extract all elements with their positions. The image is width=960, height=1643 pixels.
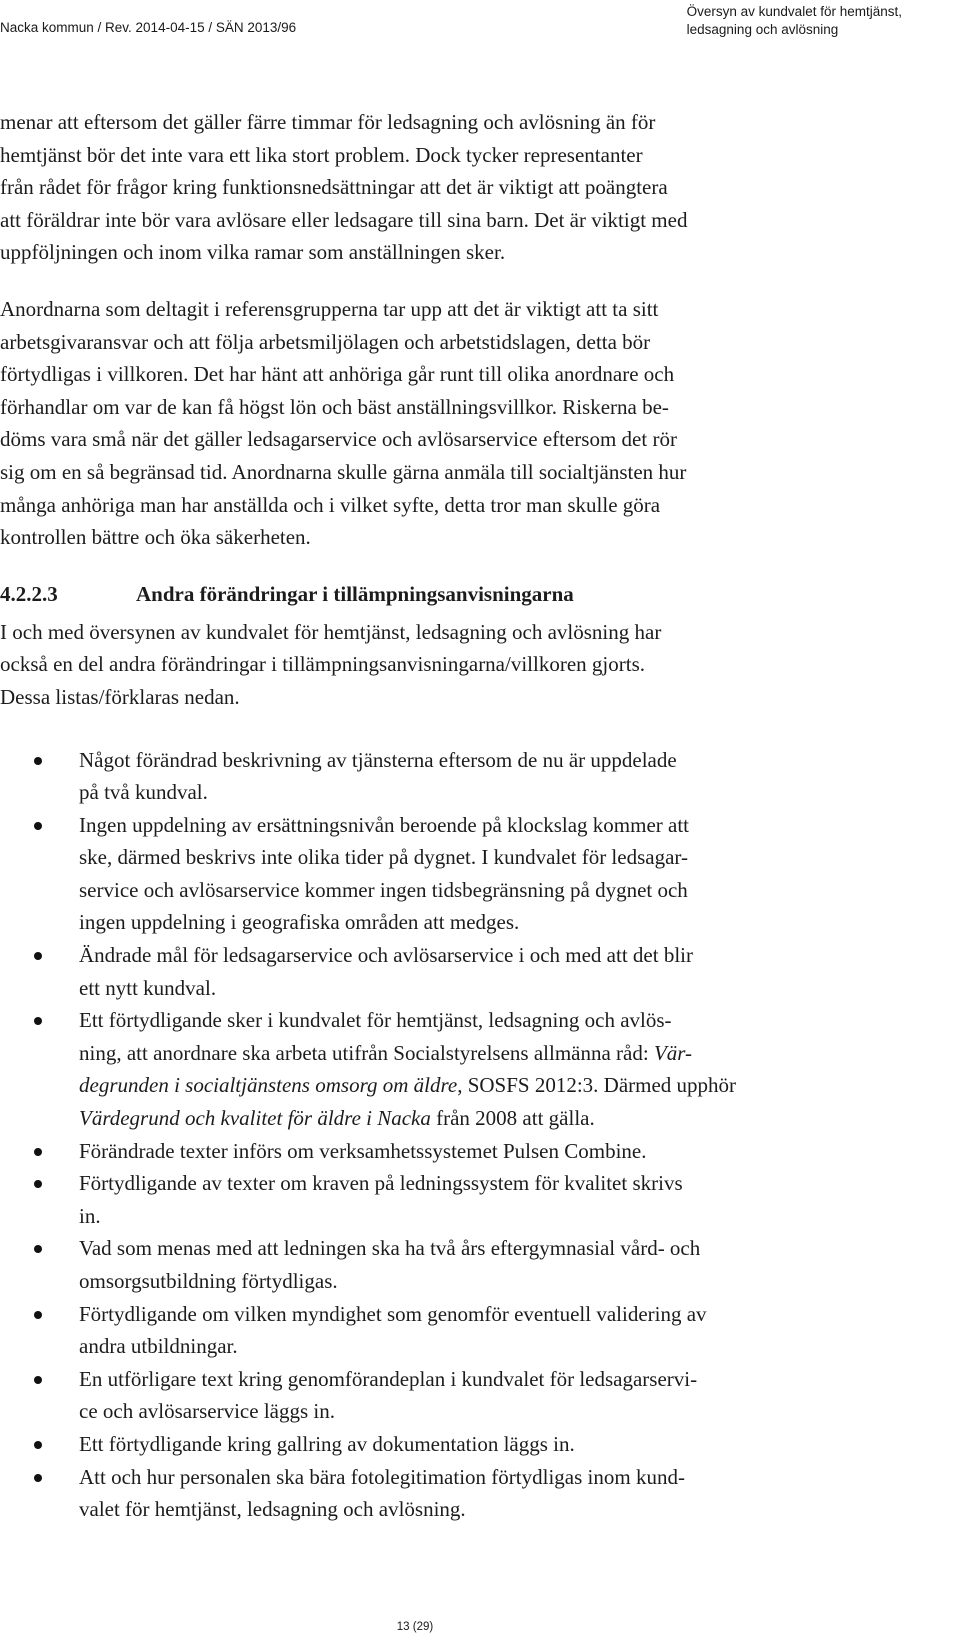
- header-title-line: Översyn av kundvalet för hemtjänst,: [686, 4, 902, 19]
- text-line: Förtydligande om vilken myndighet som genomför eventuell validering av: [79, 1301, 707, 1326]
- text-line: Ändrade mål för ledsagarservice och avlösarservice i och med att det blir: [79, 943, 693, 968]
- bullet-icon: [34, 1474, 42, 1482]
- text-line: många anhöriga man har anställda och i vilket syfte, detta tror man skulle göra: [0, 492, 661, 517]
- text-line: Något förändrad beskrivning av tjänsterna eftersom de nu är uppdelade: [79, 747, 677, 772]
- list-item: [0, 1298, 830, 1363]
- bullet-icon: [34, 822, 42, 830]
- list-item: [0, 1135, 830, 1168]
- text-line: valet för hemtjänst, ledsagning och avlösning.: [79, 1497, 466, 1522]
- list-item: [0, 744, 830, 809]
- document-title-reference: Vär-: [653, 1040, 693, 1065]
- list-item: [0, 1232, 830, 1297]
- text-run: ning, att anordnare ska arbeta utifrån Socialstyrelsens allmänna råd:: [79, 1040, 654, 1065]
- document-title-reference: degrunden i socialtjänstens omsorg om äldre: [79, 1073, 458, 1098]
- text-line: [79, 1037, 830, 1070]
- page-header: [0, 0, 960, 50]
- page-number: 13 (29): [396, 1621, 434, 1633]
- text-run: från 2008 att gälla.: [430, 1106, 595, 1131]
- text-line: andra utbildningar.: [79, 1334, 238, 1359]
- text-line: också en del andra förändringar i tillämpningsanvisningarna/villkoren gjorts.: [0, 652, 645, 677]
- intro-paragraph: [0, 616, 830, 714]
- header-title-line: ledsagning och avlösning: [686, 22, 839, 37]
- header-document-reference: Nacka kommun / Rev. 2014-04-15 / SÄN 2013/96: [0, 20, 297, 35]
- text-line: omsorgsutbildning förtydligas.: [79, 1269, 338, 1293]
- text-line: En utförligare text kring genomförandeplan i kundvalet för ledsagarservi-: [79, 1366, 698, 1391]
- text-line: kontrollen bättre och öka säkerheten.: [0, 525, 311, 550]
- text-line: Ett förtydligande sker i kundvalet för hemtjänst, ledsagning och avlös-: [79, 1008, 672, 1033]
- bullet-icon: [34, 1180, 42, 1188]
- bullet-icon: [34, 952, 42, 960]
- bullet-icon: [34, 1441, 42, 1449]
- text-line: [79, 1102, 830, 1135]
- text-line: service och avlösarservice kommer ingen tidsbegränsning på dygnet och: [79, 877, 688, 902]
- text-line: uppföljningen och inom vilka ramar som anställningen sker.: [0, 240, 506, 265]
- text-line: sig om en så begränsad tid. Anordnarna skulle gärna anmäla till socialtjänsten hur: [0, 459, 687, 484]
- text-line: Dessa listas/förklaras nedan.: [0, 684, 240, 709]
- header-document-title: [687, 3, 902, 39]
- paragraph: [0, 106, 830, 269]
- text-line: [79, 1069, 830, 1102]
- section-heading: [0, 578, 830, 610]
- text-line: förhandlar om var de kan få högst lön och bäst anställningsvillkor. Riskerna be-: [0, 394, 669, 419]
- changes-list: [0, 744, 830, 1526]
- text-line: menar att eftersom det gäller färre timmar för ledsagning och avlösning än för: [0, 110, 656, 134]
- text-line: ingen uppdelning i geografiska områden att medges.: [79, 910, 520, 935]
- bullet-icon: [34, 1311, 42, 1319]
- text-line: Ett förtydligande kring gallring av dokumentation läggs in.: [79, 1431, 575, 1456]
- text-line: Anordnarna som deltagit i referensgrupperna tar upp att det är viktigt att ta sitt: [0, 296, 659, 321]
- list-item: [0, 809, 830, 939]
- text-line: på två kundval.: [79, 780, 208, 805]
- text-line: I och med översynen av kundvalet för hemtjänst, ledsagning och avlösning har: [0, 619, 662, 644]
- list-item: [0, 1461, 830, 1526]
- text-line: döms vara små när det gäller ledsagarservice och avlösarservice eftersom det rör: [0, 427, 677, 452]
- text-line: Förändrade texter införs om verksamhetssystemet Pulsen Combine.: [79, 1138, 647, 1163]
- text-line: ske, därmed beskrivs inte olika tider på dygnet. I kundvalet för ledsagar-: [79, 845, 688, 870]
- section-number: 4.2.2.3: [0, 581, 58, 606]
- text-line: att föräldrar inte bör vara avlösare eller ledsagare till sina barn. Det är viktigt med: [0, 207, 688, 232]
- bullet-icon: [34, 757, 42, 765]
- bullet-icon: [34, 1376, 42, 1384]
- paragraph: [0, 293, 830, 554]
- text-line: Förtydligande av texter om kraven på ledningssystem för kvalitet skrivs: [79, 1171, 683, 1196]
- text-line: hemtjänst bör det inte vara ett lika stort problem. Dock tycker representanter: [0, 142, 643, 167]
- document-title-reference: Värdegrund och kvalitet för äldre i Nacka: [79, 1106, 431, 1131]
- text-line: ett nytt kundval.: [79, 975, 217, 1000]
- list-item: [0, 1363, 830, 1428]
- list-item: [0, 1167, 830, 1232]
- text-line: in.: [79, 1203, 101, 1228]
- text-line: arbetsgivaransvar och att följa arbetsmiljölagen och arbetstidslagen, detta bör: [0, 329, 651, 354]
- list-item: [0, 939, 830, 1004]
- list-item: [0, 1428, 830, 1461]
- text-line: förtydligas i villkoren. Det har hänt att anhöriga går runt till olika anordnare och: [0, 362, 675, 387]
- text-line: från rådet för frågor kring funktionsnedsättningar att det är viktigt att poängtera: [0, 175, 668, 200]
- text-line: Vad som menas med att ledningen ska ha två års eftergymnasial vård- och: [79, 1236, 701, 1261]
- main-content: [0, 106, 830, 1526]
- section-title: Andra förändringar i tillämpningsanvisningarna: [136, 581, 574, 606]
- text-run: , SOSFS 2012:3. Därmed upphör: [457, 1073, 737, 1098]
- bullet-icon: [34, 1148, 42, 1156]
- list-item: [0, 1004, 830, 1134]
- bullet-icon: [34, 1017, 42, 1025]
- text-line: Ingen uppdelning av ersättningsnivån beroende på klockslag kommer att: [79, 812, 689, 837]
- bullet-icon: [34, 1245, 42, 1253]
- text-line: ce och avlösarservice läggs in.: [79, 1399, 335, 1424]
- text-line: Att och hur personalen ska bära fotolegitimation förtydligas inom kund-: [79, 1464, 685, 1489]
